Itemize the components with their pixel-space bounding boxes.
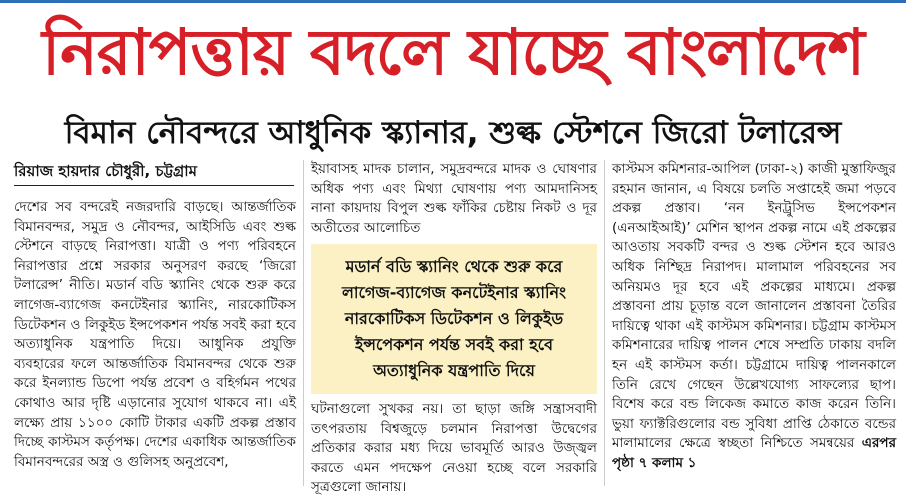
article-column-1: দেশের সব বন্দরেই নজরদারি বাড়ছে। আন্তর্জাতিক বিমানবন্দর, সমুদ্র ও নৌবন্দর, আইসিডি এবং শুল্ক স্টেশনে বাড়ছে নিরাপত্তা। যাত্রী ও পণ্য পরিবহনে নিরাপত্তার প্রশ্নে সরকার অনুসরণ করছে ‘জিরো টলারেন্স’ নীতি। মডার্ন বডি স্ক্যানিং থেকে শুরু করে লাগেজ-ব্যাগেজ কনটেইনার স্ক্যানিং, নারকোটিকস ডিটেকশন ও লিকুইড ইন্সপেকশন পর্যন্ত সবই করা হবে অত্যাধুনিক যন্ত্রপাতি দিয়ে। আধুনিক প্রযুক্তি ব্যবহারের ফলে আন্তর্জাতিক বিমানবন্দর থেকে শুরু করে ইনল্যান্ড ডিপো পর্যন্ত প্রবেশ ও বহির্গমন পথের কোথাও আর দৃষ্টি এড়ানোর সুযোগ থাকবে না। এই লক্ষ্যে প্রায় ১১০০ কোটি টাকার একটি প্রকল্প প্রস্তাব দিচ্ছে কাস্টমস কর্তৃপক্ষ। দেশের একাধিক আন্তর্জাতিক বিমানবন্দরের অস্ত্র ও গুলিসহ অনুপ্রবেশ, <box>14 199 296 470</box>
byline-underline <box>14 185 294 186</box>
continued-link[interactable]: এরপর পৃষ্ঠা ৭ কলাম ১ <box>612 435 896 471</box>
column-divider-1 <box>303 160 304 486</box>
column-3-text: কাস্টমস কমিশনার-আপিল (ঢাকা-২) কাজী মুস্তাফিজুর রহমান জানান, এ বিষয়ে চলতি সপ্তাহেই জমা পড়বে প্রকল্প প্রস্তাব। ‘নন ইনট্রুসিভ ইন্সপেকশন (এনআইআই)’ মেশিন স্থাপন প্রকল্প নামে এই প্রকল্পের আওতায় সবকটি বন্দর ও শুল্ক স্টেশন হবে আরও অধিক নিশ্ছিদ্র নিরাপদ। মালামাল পরিবহনের সব অনিয়মও দূর হবে এই প্রকল্পের মাধ্যমে। প্রকল্প প্রস্তাবনা প্রায় চূড়ান্ত বলে জানালেন প্রস্তাবনা তৈরির দায়িত্বে থাকা এই কাস্টমস কমিশনার। চট্টগ্রাম কাস্টমস কমিশনারের দায়িত্ব পালন শেষে সম্প্রতি ঢাকায় বদলি হন এই কাস্টমস কর্তা। চট্টগ্রামে দায়িত্ব পালনকালে তিনি রেখে গেছেন উল্লেখযোগ্য সাফল্যের ছাপ। বিশেষ করে বন্ড লিকেজ কমাতে কাজ করেন তিনি। ভুয়া ফ্যাক্টরিগুলোর বন্ড সুবিধা প্রাপ্তি ঠেকাতে বন্ডের মালামালের ক্ষেত্রে স্বচ্ছতা নিশ্চিতে সমন্বয়ের <box>612 161 896 452</box>
headline: নিরাপত্তায় বদলে যাচ্ছে বাংলাদেশ <box>42 15 864 89</box>
column-divider-2 <box>604 160 605 486</box>
article-column-2-top: ইয়াবাসহ মাদক চালান, সমুদ্রবন্দরে মাদক ও ঘোষণার অধিক পণ্য এবং মিথ্যা ঘোষণায় পণ্য আমদানিসহ নানা কায়দায় বিপুল শুল্ক ফাঁকির চেষ্টায় নিকট ও দূর অতীতের আলোচিত <box>311 161 597 236</box>
pull-quote: মডার্ন বডি স্ক্যানিং থেকে শুরু করে লাগেজ-ব্যাগেজ কনটেইনার স্ক্যানিং নারকোটিকস ডিটেকশন ও লিকুইড ইন্সপেকশন পর্যন্ত সবই করা হবে অত্যাধুনিক যন্ত্রপাতি দিয়ে <box>311 244 597 394</box>
subheadline: বিমান নৌবন্দরে আধুনিক স্ক্যানার, শুল্ক স্টেশনে জিরো টলারেন্স <box>64 115 842 151</box>
article-column-2-bottom: ঘটনাগুলো সুখকর নয়। তা ছাড়া জঙ্গি সন্ত্রাসবাদী তৎপরতায় বিশ্বজুড়ে চলমান নিরাপত্তা উদ্বেগের প্রতিকার করার মধ্য দিয়ে ভাবমূর্তি আরও উজ্জ্বল করতে এমন পদক্ষেপ নেওয়া হচ্ছে বলে সরকারি সূত্রগুলো জানায়। <box>311 401 597 496</box>
article-column-3 <box>612 160 896 486</box>
byline: রিয়াজ হায়দার চৌধুরী, চট্টগ্রাম <box>14 162 197 180</box>
